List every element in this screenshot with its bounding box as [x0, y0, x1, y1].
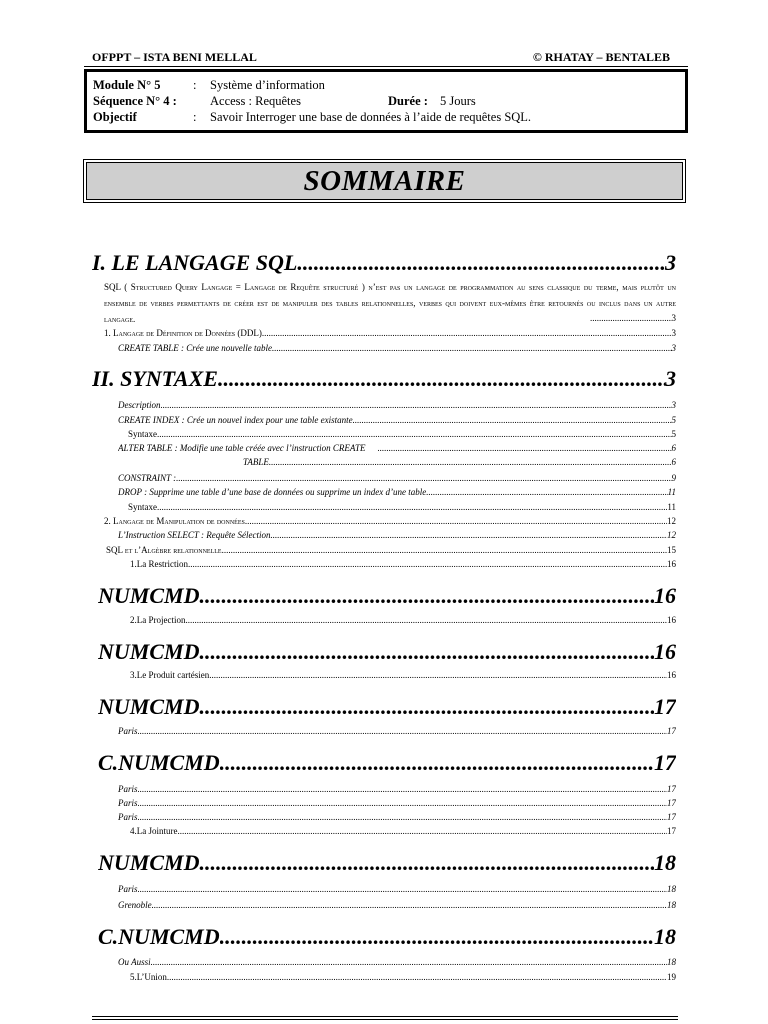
toc-text: Syntaxe [128, 429, 157, 439]
toc-text: 5.L’Union [130, 972, 167, 982]
toc-text: 2. Langage de Manipulation de données [104, 516, 245, 526]
toc-text: Paris [118, 784, 138, 794]
toc-sql-algebre[interactable] [106, 545, 676, 555]
sql-description-text: SQL ( Structured Query Langage = Langage de Requête structuré ) n’est pas un langage de programmation au sens classique du terme, mais plutôt un ensemble de verbes permettants de créer est de manipuler des tables relationnelles, verbes qui doivent eux-mêmes être retournés ou inclus dans un autre langage. [104, 282, 676, 324]
toc-text: C.NUMCMD [98, 750, 220, 775]
toc-page: 5 [671, 429, 676, 439]
toc-page: 18 [667, 957, 676, 967]
toc-alter-table-cont[interactable] [243, 457, 676, 467]
toc-grenoble[interactable] [118, 900, 676, 910]
toc-page: 16 [667, 559, 676, 569]
toc-page: 17 [654, 750, 676, 775]
toc-select[interactable] [118, 530, 676, 540]
toc-page: 3 [671, 313, 676, 323]
objectif-value: Savoir Interroger une base de données à l’aide de requêtes SQL. [210, 110, 532, 124]
toc-text: 4.La Jointure [130, 826, 178, 836]
toc-constraint[interactable] [118, 473, 676, 483]
module-label: Module N° 5 [93, 78, 161, 92]
toc-restriction[interactable] [130, 559, 676, 569]
toc-page: 17 [667, 726, 676, 736]
toc-text: 1.La Restriction [130, 559, 188, 569]
toc-text: DROP : Supprime une table d’une base de données ou supprime un index d’une table [118, 487, 427, 497]
toc-text: CREATE INDEX : Crée un nouvel index pour une table existante [118, 415, 353, 425]
toc-paris-1[interactable] [118, 726, 676, 736]
toc-page: 3 [665, 250, 676, 275]
toc-page: 17 [667, 798, 676, 808]
toc-description[interactable] [118, 400, 676, 410]
toc-page: 17 [654, 694, 676, 719]
header-rule [84, 66, 688, 67]
toc-page: 17 [667, 812, 676, 822]
toc-produit-cartesien[interactable] [130, 670, 676, 680]
toc-page: 18 [667, 900, 676, 910]
toc-page: 3 [671, 328, 676, 338]
module-row [93, 78, 325, 93]
toc-page: 15 [667, 545, 676, 555]
toc-text: NUMCMD [98, 694, 200, 719]
toc-page: 16 [654, 583, 676, 608]
toc-text: NUMCMD [98, 583, 200, 608]
sequence-label: Séquence N° 4 : [93, 94, 177, 108]
module-value: Système d’information [210, 78, 325, 92]
toc-heading-2[interactable] [92, 366, 676, 392]
toc-text: Paris [118, 884, 138, 894]
toc-page: 17 [667, 826, 676, 836]
toc-text: Syntaxe [128, 502, 157, 512]
toc-alter-table[interactable] [118, 443, 676, 453]
toc-paris-2[interactable] [118, 784, 676, 794]
toc-create-table[interactable] [118, 343, 676, 353]
toc-text: CONSTRAINT : [118, 473, 177, 483]
toc-page: 16 [667, 615, 676, 625]
page-title: SOMMAIRE [303, 165, 466, 197]
toc-page: 19 [667, 972, 676, 982]
page-header [92, 50, 670, 64]
toc-page: 11 [667, 502, 676, 512]
toc-text: NUMCMD [98, 850, 200, 875]
toc-text: Paris [118, 798, 138, 808]
toc-text: NUMCMD [98, 639, 200, 664]
toc-page: 3 [665, 366, 676, 391]
sequence-row [93, 94, 476, 109]
toc-ou-aussi[interactable] [118, 957, 676, 967]
footer-rule-bottom [92, 1019, 678, 1020]
sequence-value: Access : Requêtes [210, 94, 301, 108]
toc-page: 11 [667, 487, 676, 497]
toc-text: I. LE LANGAGE SQL [92, 250, 298, 275]
toc-page: 9 [671, 473, 676, 483]
toc-cnumcmd-2[interactable] [98, 924, 676, 950]
sql-description-page-line[interactable] [590, 313, 676, 323]
toc-page: 12 [667, 530, 676, 540]
toc-drop[interactable] [118, 487, 676, 497]
module-colon: : [193, 78, 197, 92]
toc-page: 3 [671, 343, 676, 353]
toc-numcmd-3[interactable] [98, 694, 676, 720]
toc-numcmd-1[interactable] [98, 583, 676, 609]
toc-projection[interactable] [130, 615, 676, 625]
toc-page: 18 [654, 850, 676, 875]
toc-page: 16 [654, 639, 676, 664]
duree-value: 5 Jours [440, 94, 476, 108]
toc-text: 2.La Projection [130, 615, 186, 625]
toc-text: CREATE TABLE : Crée une nouvelle table [118, 343, 272, 353]
toc-union[interactable] [130, 972, 676, 982]
toc-text: L’Instruction SELECT : Requête Sélection [118, 530, 271, 540]
toc-text: ALTER TABLE : Modifie une table créée avec l’instruction CREATE [118, 443, 366, 453]
objectif-row [93, 110, 532, 125]
objectif-colon: : [193, 110, 197, 124]
course-info-box [84, 69, 688, 133]
toc-text: 3.Le Produit cartésien [130, 670, 210, 680]
toc-text: Grenoble [118, 900, 152, 910]
toc-text: Description [118, 400, 161, 410]
duree-label: Durée : [388, 94, 428, 108]
toc-numcmd-4[interactable] [98, 850, 676, 876]
toc-paris-4[interactable] [118, 812, 676, 822]
toc-text: II. SYNTAXE [92, 366, 218, 391]
toc-syntaxe-1[interactable] [128, 429, 676, 439]
toc-text: 1. Langage de Définition de Données (DDL) [104, 328, 262, 338]
title-box [83, 159, 686, 203]
toc-dml[interactable] [104, 516, 676, 526]
toc-syntaxe-2[interactable] [128, 502, 676, 512]
toc-page: 18 [654, 924, 676, 949]
toc-text: Paris [118, 726, 138, 736]
toc-page: 6 [671, 443, 676, 453]
toc-heading-1[interactable] [92, 250, 676, 276]
toc-text: Ou Aussi [118, 957, 151, 967]
toc-jointure[interactable] [130, 826, 676, 836]
toc-ddl[interactable] [104, 328, 676, 338]
objectif-label: Objectif [93, 110, 137, 124]
toc-page: 12 [667, 516, 676, 526]
header-authors: © RHATAY – BENTALEB [532, 50, 670, 64]
toc-page: 18 [667, 884, 676, 894]
toc-text: TABLE [243, 457, 269, 467]
toc-page: 17 [667, 784, 676, 794]
toc-text: C.NUMCMD [98, 924, 220, 949]
toc-create-index[interactable] [118, 415, 676, 425]
toc-page: 16 [667, 670, 676, 680]
toc-text: SQL et l’Algèbre relationnelle [106, 545, 222, 555]
footer-rule-top [92, 1016, 678, 1017]
toc-cnumcmd-1[interactable] [98, 750, 676, 776]
toc-page: 6 [671, 457, 676, 467]
toc-page: 5 [671, 415, 676, 425]
header-organization: OFPPT – ISTA BENI MELLAL [92, 50, 257, 64]
toc-paris-3[interactable] [118, 798, 676, 808]
toc-page: 3 [671, 400, 676, 410]
toc-text: Paris [118, 812, 138, 822]
toc-paris-5[interactable] [118, 884, 676, 894]
toc-numcmd-2[interactable] [98, 639, 676, 665]
